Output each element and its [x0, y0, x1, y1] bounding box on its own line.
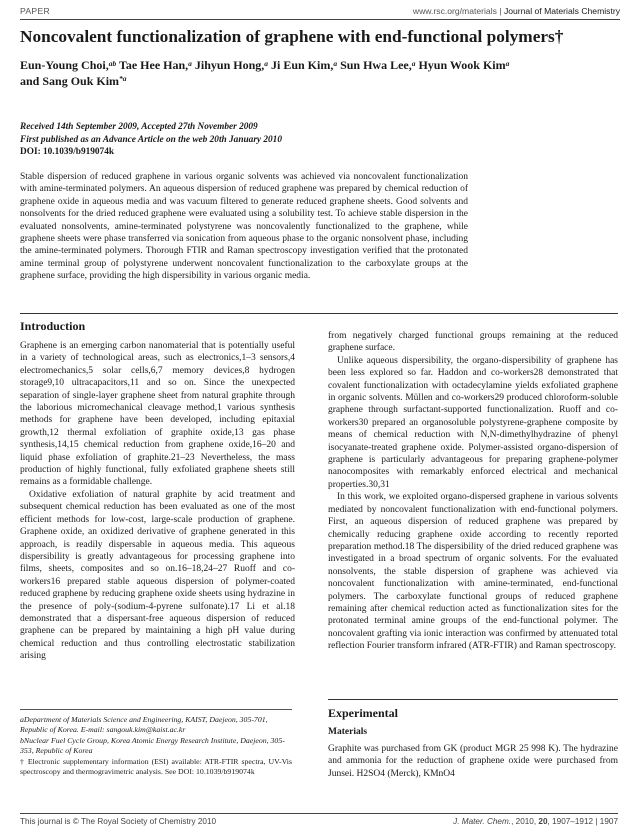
footnote-affiliation-a: aDepartment of Materials Science and Engineering, KAIST, Daejeon, 305-701, Republic of Korea. E-mail: sangouk.kim@kaist.ac.kr	[20, 715, 268, 734]
journal-url[interactable]: www.rsc.org/materials	[412, 6, 497, 16]
author: Hyun Wook Kim$^a$	[415, 58, 510, 72]
right-column	[328, 330, 618, 653]
author: Sun Hwa Lee,$^a$	[337, 58, 416, 72]
page-number: 1907	[599, 817, 618, 826]
citation-pages: 1907–1912	[552, 817, 594, 826]
experimental-section	[328, 699, 618, 780]
header-rule	[20, 19, 620, 20]
footnote-rule	[20, 709, 292, 710]
footer-separator: |	[595, 817, 598, 826]
citation-line: J. Mater. Chem., 2010, 20, 1907–1912 | 1907	[453, 817, 618, 826]
footer-rule	[20, 813, 618, 814]
footnote-esi: † Electronic supplementary information (ESI) available: ATR-FTIR spectra, UV-Vis spectroscopy and thermogravimetric analysis. See DOI: 10.1039/b919074k	[20, 757, 292, 776]
experimental-rule	[328, 699, 618, 700]
journal-abbrev: J. Mater. Chem.	[453, 817, 512, 826]
body-paragraph: Unlike aqueous dispersibility, the organo-dispersibility of graphene has been less explored so far. Haddon and co-workers28 demonstrated that covalent functionalization with octadecylamine yields exfoliated graphene in organic solvents. Müllen and co-workers29 produced chloroform-soluble graphene through surfactant-supported functionalization. Ruoff and co-workers30 prepared an organosoluble polystyrene-graphene composite by means of chemical reduction with N,N-dimethylhydrazine of phenyl isocyanate-treated graphene oxide. Polymer-assisted organo-dispersion of graphene is particularly advantageous for preparing graphene-polymer nanocomposites with remarkably enforced electrical and mechanical properties.30,31	[328, 355, 618, 490]
citation-year: 2010	[515, 817, 534, 826]
published-date: First published as an Advance Article on the web 20th January 2010	[20, 134, 282, 145]
left-column	[20, 319, 295, 663]
article-title: Noncovalent functionalization of graphene with end-functional polymers†	[20, 27, 564, 46]
author-list	[20, 58, 620, 89]
abstract: Stable dispersion of reduced graphene in various organic solvents was achieved via noncovalent functionalization with amine-terminated polymers. An aqueous dispersion of reduced graphene was prepared by chemical reduction of graphene oxide in aqueous media and was vacuum filtered to generate reduced graphene sheets. Good solvents and nonsolvents for the dried reduced graphene were evaluated using a solubility test. To achieve stable dispersion in the evaluated nonsolvents, amine-terminated polystyrene was noncovalently functionalized to the graphene, while graphene sheets were phase transferred via sonication from aqueous phase to the organic nonsolvent phase, including the amine-terminated polymers. Thorough FTIR and Raman spectroscopy investigation verified that the protonated amine terminal group of polystyrene underwent noncovalent functionalization to the carboxylate groups at the graphene surface, providing the high dispersibility in various organic media.	[20, 172, 468, 282]
footnote-affiliation-b: bNuclear Fuel Cycle Group, Korea Atomic Energy Research Institute, Daejeon, 305-353, Republic of Korea	[20, 736, 285, 755]
article-doi[interactable]: DOI: 10.1039/b919074k	[20, 147, 115, 157]
author: Tae Hee Han,$^a$	[116, 58, 192, 72]
author: Ji Eun Kim,$^a$	[267, 58, 338, 72]
author: Eun-Young Choi,$^{ab}$	[20, 58, 117, 72]
intro-paragraph: Graphene is an emerging carbon nanomaterial that is potentially useful in a variety of technological areas, such as electronics,1–3 sensors,4 electromechanics,5 solar cells,6,7 memory devices,8 hydrogen storage9,10 ultracapacitors,11 and so on. Since the unexpected separation of single-layer graphene sheet from natural graphite through the laborious micromechanical cleavage method,1 various synthesis methods for graphene have been developed, including epitaxial growth,12 thermal exfoliation of graphite oxide,13 gas phase synthesis,14,15 chemical reduction from graphene oxide,16–20 and liquid phase exfoliation of graphite.21–23 Nevertheless, the mass production of highly functional, fully exfoliated graphene sheets still remains as a formidable challenge.	[20, 341, 295, 488]
footnotes	[20, 709, 292, 778]
article-history	[20, 121, 620, 159]
header-right	[413, 6, 620, 16]
author: and Sang Ouk Kim$^{*a}$	[20, 73, 127, 88]
body-paragraph: from negatively charged functional groups remaining at the reduced graphene surface.	[328, 331, 618, 354]
author: Jihyun Hong,$^a$	[191, 58, 268, 72]
received-date: Received 14th September 2009, Accepted 27th November 2009	[20, 122, 258, 132]
introduction-heading: Introduction	[20, 319, 86, 333]
body-paragraph: In this work, we exploited organo-dispersed graphene in various solvents mediated by noncovalent functionalization with end-functional polymers. First, an aqueous dispersion of reduced graphene was prepared by chemically reducing graphene oxide according to recently reported preparation method.18 The dispersibility of the dried reduced graphene was investigated in a broad spectrum of organic solvents. For the evaluated nonsolvents, the stable dispersion of graphene was achieved via noncovalent functionalization with amine-terminated, end-functional polymers. The carboxylate functional groups of reduced graphene remaining after chemical reduction acted as functionalization sites for the protonated terminal amine groups of the end-functional polymer. The noncovalent grafting via ionic interaction was confirmed by attenuated total reflection Fourier transform infrared (ATR-FTIR) and Raman spectroscopy.	[328, 492, 618, 652]
citation-volume: 20	[538, 817, 548, 826]
materials-paragraph: Graphite was purchased from GK (product MGR 25 998 K). The hydrazine and ammonia for the reduction of graphene oxide were purchased from Junsei. H2SO4 (Merck), KMnO4	[328, 744, 618, 779]
journal-name: Journal of Materials Chemistry	[503, 6, 620, 16]
header-separator: |	[499, 6, 502, 16]
running-footer	[20, 813, 618, 831]
running-header	[20, 4, 620, 20]
section-label: PAPER	[20, 6, 50, 16]
materials-heading: Materials	[328, 727, 368, 737]
experimental-heading: Experimental	[328, 706, 398, 720]
copyright-line: This journal is © The Royal Society of Chemistry 2010	[20, 817, 217, 826]
intro-paragraph: Oxidative exfoliation of natural graphite by acid treatment and subsequent chemical reduction has been evaluated as one of the most efficient methods for low-cost, large-scale production of graphene. Graphene oxide, an oxidized derivative of graphene generated in this approach, is readily dispersable in aqueous media. This aqueous dispersibility is greatly advantageous for processing graphene into films, sheets, composites and so on.16–18,24–27 Ruoff and co-workers16 prepared stable aqueous dispersion of polymer-coated reduced graphene by reducing graphene oxide sheets using hydrazine in the presence of poly-(sodium-4-pyrene sulfonate).17 Li et al.18 demonstrated that a dispersant-free aqueous dispersion of reduced graphene can be prepared by maintaining a high pH value during chemical reduction and thus controlling electrostatic stabilization arising	[20, 489, 295, 662]
abstract-rule	[20, 313, 618, 314]
